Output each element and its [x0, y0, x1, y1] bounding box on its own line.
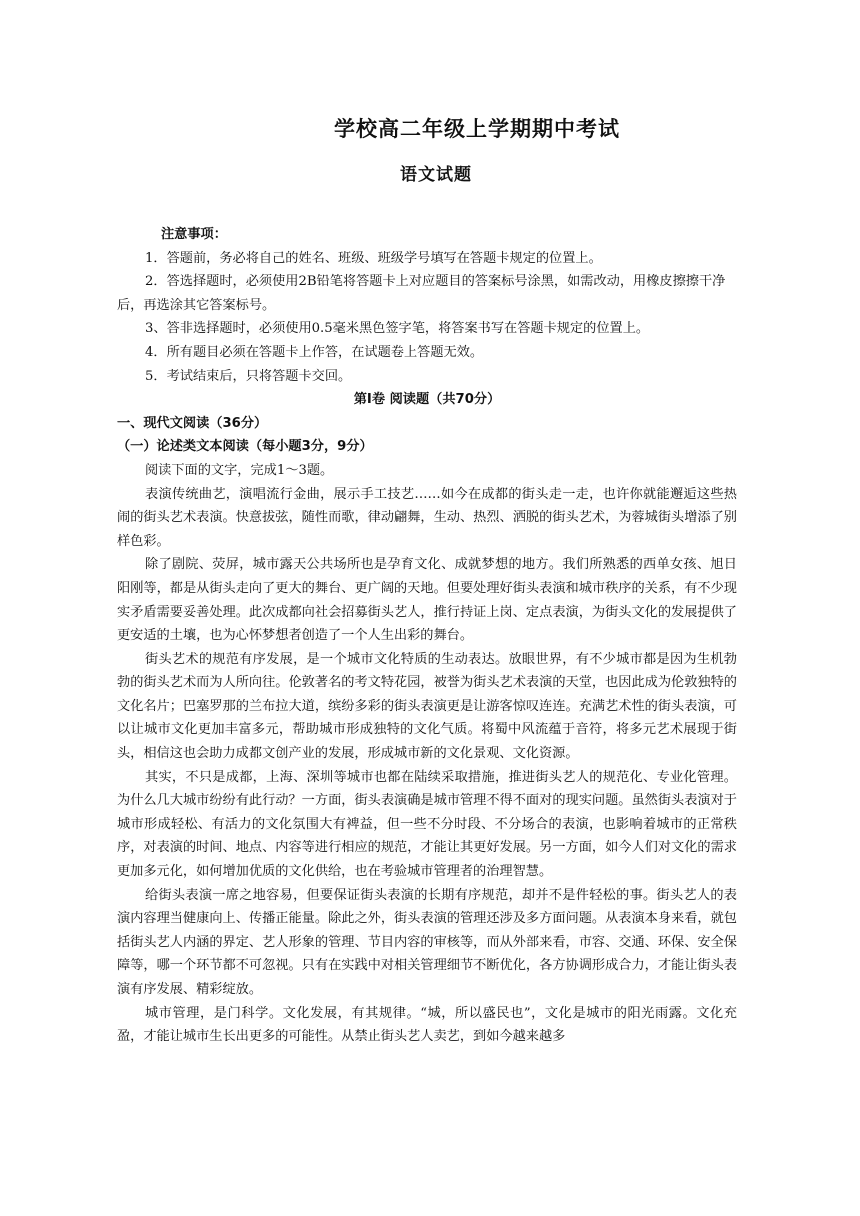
note-item: 2．答选择题时，必须使用2B铅笔将答题卡上对应题目的答案标号涂黑，如需改动，用橡皮擦擦干净后，再选涂其它答案标号。 [117, 274, 726, 313]
instruction: 阅读下面的文字，完成1～3题。 [145, 462, 334, 478]
paragraph: 表演传统曲艺，演唱流行金曲，展示手工技艺……如今在成都的街头走一走，也许你就能邂逅这些热闹的街头艺术表演。快意拔弦，随性而歌，律动翩舞，生动、热烈、洒脱的街头艺术，为蓉城街头增添了别样色彩。 [117, 486, 737, 549]
note-item: 1．答题前，务必将自己的姓名、班级、班级学号填写在答题卡规定的位置上。 [145, 250, 602, 266]
exam-title: 学校高二年级上学期期中考试 [334, 117, 620, 141]
paragraph: 街头艺术的规范有序发展，是一个城市文化特质的生动表达。放眼世界，有不少城市都是因为生机勃勃的街头艺术而为人所向往。伦敦著名的考文特花园，被誉为街头艺术表演的天堂，也因此成为伦敦独特的文化名片；巴塞罗那的兰布拉大道，缤纷多彩的街头表演更是让游客惊叹连连。充满艺术性的街头表演，可以让城市文化更加丰富多元，帮助城市形成独特的文化气质。将蜀中风流蕴于音符，将多元艺术展现于街头，相信这也会助力成都文创产业的发展，形成城市新的文化景观、文化资源。 [117, 651, 737, 762]
paragraph: 其实，不只是成都，上海、深圳等城市也都在陆续采取措施，推进街头艺人的规范化、专业化管理。为什么几大城市纷纷有此行动？一方面，街头表演确是城市管理不得不面对的现实问题。虽然街头表演对于城市形成轻松、有活力的文化氛围大有裨益，但一些不分时段、不分场合的表演，也影响着城市的正常秩序，对表演的时间、地点、内容等进行相应的规范，才能让其更好发展。另一方面，如今人们对文化的需求更加多元化，如何增加优质的文化供给，也在考验城市管理者的治理智慧。 [117, 769, 737, 880]
paragraph: 城市管理，是门科学。文化发展，有其规律。“城，所以盛民也”，文化是城市的阳光雨露。文化充盈，才能让城市生长出更多的可能性。从禁止街头艺人卖艺，到如今越来越多 [117, 1005, 737, 1045]
paragraph: 除了剧院、荧屏，城市露天公共场所也是孕育文化、成就梦想的地方。我们所熟悉的西单女孩、旭日阳刚等，都是从街头走向了更大的舞台、更广阔的天地。但要处理好街头表演和城市秩序的关系，有不少现实矛盾需要妥善处理。此次成都向社会招募街头艺人，推行持证上岗、定点表演，为街头文化的发展提供了更安适的土壤，也为心怀梦想者创造了一个人生出彩的舞台。 [117, 557, 737, 644]
subsection-heading: （一）论述类文本阅读（每小题3分，9分） [117, 439, 373, 455]
exam-subtitle: 语文试题 [400, 165, 472, 185]
part-heading: 第Ⅰ卷 阅读题（共70分） [353, 392, 501, 408]
exam-body [117, 223, 737, 1049]
note-item: 5．考试结束后，只将答题卡交回。 [145, 368, 352, 384]
notes-heading: 注意事项： [161, 227, 227, 242]
section-heading: 一、现代文阅读（36分） [117, 415, 268, 431]
note-item: 3、答非选择题时，必须使用0.5毫米黑色签字笔，将答案书写在答题卡规定的位置上。 [145, 321, 650, 337]
note-item: 4．所有题目必须在答题卡上作答，在试题卷上答题无效。 [145, 344, 484, 360]
paragraph: 给街头表演一席之地容易，但要保证街头表演的长期有序规范，却并不是件轻松的事。街头艺人的表演内容理当健康向上、传播正能量。除此之外，街头表演的管理还涉及多方面问题。从表演本身来看，就包括街头艺人内涵的界定、艺人形象的管理、节目内容的审核等，而从外部来看，市容、交通、环保、安全保障等，哪一个环节都不可忽视。只有在实践中对相关管理细节不断优化，各方协调形成合力，才能让街头表演有序发展、精彩绽放。 [117, 887, 737, 997]
